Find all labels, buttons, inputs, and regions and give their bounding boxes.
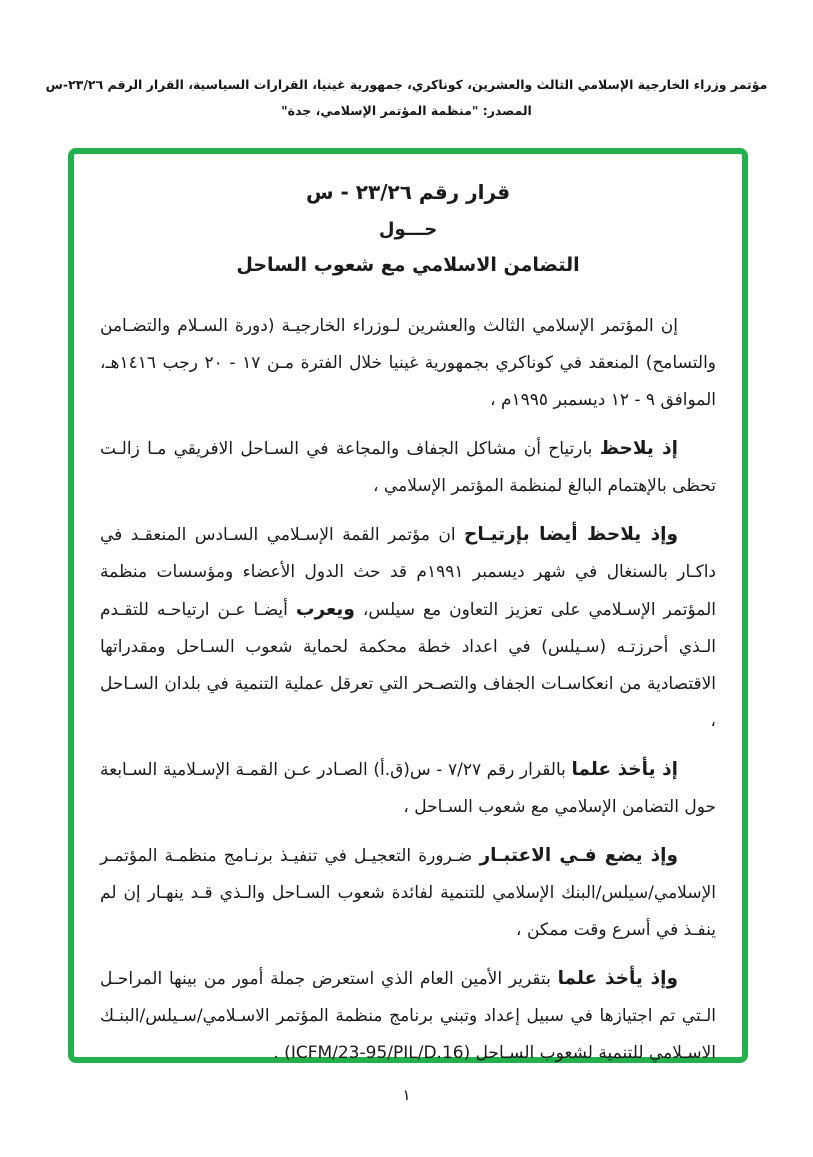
paragraph-text: بارتياح أن مشاكل الجفاف والمجاعة في السـاحل الافريقي مـا زالـت تحظى بالإهتمام البالغ لمنظمة المؤتمر الإسلامي ، (100, 439, 716, 496)
paragraph-text: ان مؤتمر القمة الإسـلامي السـادس المنعقـد في داكـار بالسنغال في شهر ديسمبر ١٩٩١م قد حث الدول الأعضاء ومؤسسات منظمة المؤتمر الإسـلامي على تعزيز التعاون مع سيلس، (100, 525, 716, 620)
resolution-title-about: حـــول (378, 219, 438, 240)
resolution-title-number: قرار رقم ٢٣/٢٦ - س (305, 180, 511, 204)
page-number: ١ (402, 1086, 411, 1104)
paragraph-considering (100, 837, 716, 949)
paragraph-text: أيضـا عـن ارتياحـه للتقـدم الـذي أحرزتـه (سـيلس) في اعداد خطة محكمة لحماية شعوب السـاحل ومقدراتها الاقتصادية من انعكاسـات الجفاف والتصـحر التي تعرقل عملية التنمية في بلدان السـاحل ، (100, 600, 716, 731)
bold-lead: إذ يلاحظ (599, 438, 678, 459)
paragraph-noting-also (100, 516, 716, 740)
paragraph-noting-with-relief (100, 430, 716, 505)
source-header (30, 72, 783, 124)
resolution-title-block (100, 180, 716, 276)
resolution-body (100, 308, 716, 1072)
paragraph-text: بالقرار رقم ٧/٢٧ - س(ق.أ) الصـادر عـن القمـة الإسـلامية السـابعة حول التضامن الإسلامي مع شعوب السـاحل ، (100, 760, 716, 817)
source-header-line2: المصدر: "منظمة المؤتمر الإسلامي، جدة" (281, 103, 532, 118)
resolution-title-subject: التضامن الاسلامي مع شعوب الساحل (236, 254, 580, 276)
bold-lead: وإذ يلاحظ أيضا بإرتيـاح (464, 524, 678, 545)
paragraph-text: بتقرير الأمين العام الذي استعرض جملة أمور من بينها المراحـل الـتي تم اجتيازها في سبيل إعداد وتبني برنامج منظمة المؤتمر الاسـلامي/سـيلس/البنـك الاسـلامي للتنمية لشعوب السـاحل (ICFM/23-95/PIL/D.16) . (100, 969, 716, 1063)
paragraph-preamble (100, 308, 716, 419)
bold-lead: وإذ يضع فـي الاعتبـار (479, 845, 678, 866)
paragraph-text: إن المؤتمر الإسلامي الثالث والعشرين لـوزراء الخارجيـة (دورة السـلام والتضـامن والتسامح) المنعقد في كوناكري بجمهورية غينيا خلال الفترة مـن ١٧ - ٢٠ رجب ١٤١٦هـ، الموافق ٩ - ١٢ ديسمبر ١٩٩٥م ، (100, 316, 716, 410)
paragraph-text: ضـرورة التعجيـل في تنفيـذ برنـامج منظمـة المؤتمـر الإسلامي/سيلس/البنك الإسلامي للتنمية لفائدة شعوب السـاحل والـذي قـد ينهـار إن لم ينفـذ في أسرع وقت ممكن ، (100, 846, 716, 940)
paragraph-taking-note (100, 751, 716, 826)
bold-lead: ويعرب (295, 599, 355, 620)
bold-lead: إذ يأخذ علما (571, 759, 678, 780)
source-header-line1: مؤتمر وزراء الخارجية الإسلامي الثالث والعشرين، كوناكري، جمهورية غينيا، القرارات السياسية، القرار الرقم ٢٣/٢٦-س (45, 77, 768, 92)
paragraph-sg-report (100, 960, 716, 1072)
bold-lead: وإذ يأخذ علما (557, 968, 678, 989)
resolution-box (68, 148, 748, 1063)
